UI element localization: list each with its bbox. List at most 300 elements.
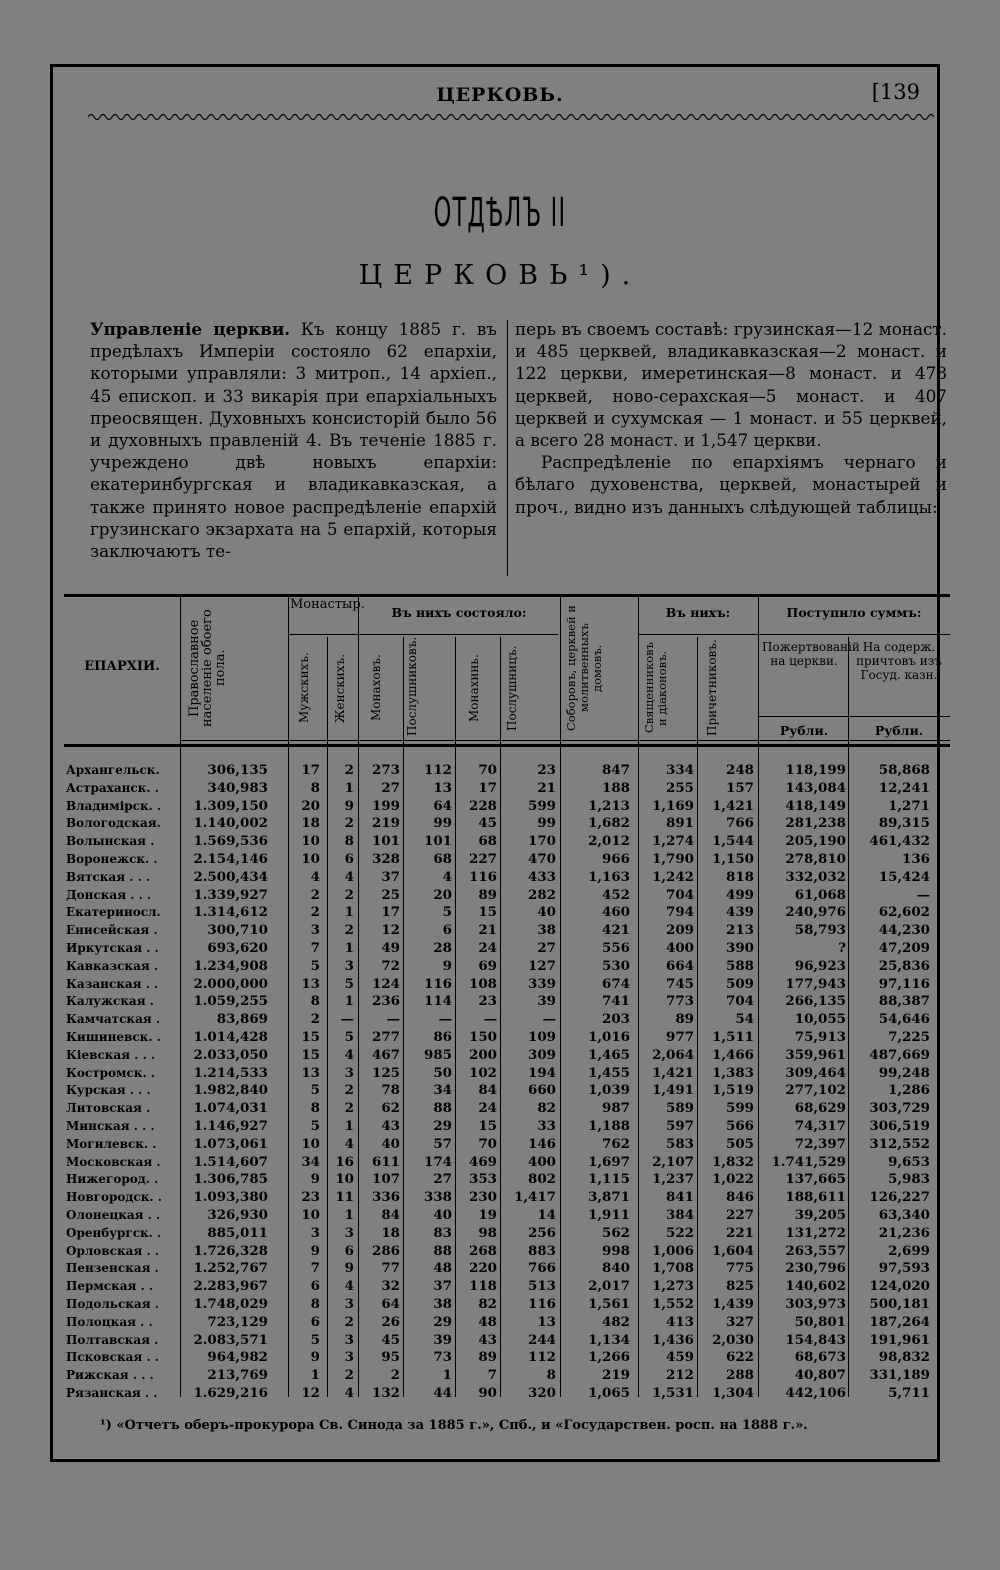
table-cell: 126,227 [869, 1189, 930, 1206]
table-cell: 359,961 [785, 1046, 846, 1063]
table-cell: 1,022 [712, 1171, 754, 1188]
table-cell: 1.569,536 [193, 833, 268, 850]
table-cell: 400 [666, 940, 694, 956]
table-cell: 846 [726, 1189, 754, 1206]
right-para-2: Распредѣленіе по епархіямъ чернаго и бѣлаго духовенства, церквей, монастырей и проч., видно изъ данныхъ слѣдующей таблицы: [515, 452, 947, 517]
table-cell: 83,869 [216, 1011, 268, 1028]
table-cell: 2 [390, 1367, 400, 1384]
table-cell: 998 [602, 1242, 630, 1259]
table-cell: 97,593 [878, 1260, 930, 1277]
table-cell: 61,068 [794, 886, 846, 903]
table-cell: 745 [666, 975, 694, 992]
table-cell: 84 [381, 1207, 400, 1223]
table-cell: 7 [487, 1367, 497, 1384]
table-cell: 664 [666, 957, 694, 974]
table-cell: 78 [381, 1082, 400, 1099]
table-cell: 1.748,029 [193, 1296, 268, 1312]
table-cell: — [438, 1011, 452, 1028]
table-cell: 418,149 [785, 797, 846, 814]
running-header [0, 18, 1000, 106]
table-cell: 96,923 [794, 957, 846, 974]
hdr-population: Православное населеніе обоего пола. [187, 609, 228, 727]
table-cell: 1 [344, 1207, 354, 1223]
eparchy-name: Полтавская . [66, 1332, 159, 1347]
table-cell: 818 [726, 868, 754, 885]
hdr-nuns: Монахинь. [467, 654, 481, 722]
table-cell: 20 [433, 886, 452, 903]
table-cell: 1,561 [588, 1296, 630, 1312]
table-row [0, 833, 934, 850]
table-cell: 5 [344, 975, 354, 992]
table-cell: 34 [433, 1082, 452, 1099]
table-cell: 883 [528, 1242, 556, 1259]
table-cell: 1,286 [888, 1082, 930, 1099]
table-cell: 1,682 [588, 815, 630, 832]
table-cell: 8 [310, 1296, 320, 1312]
table-cell: 2 [310, 904, 320, 921]
table-cell: 4 [344, 1385, 354, 1401]
table-cell: 47,209 [878, 940, 930, 956]
table-row [0, 904, 934, 921]
table-cell: 43 [478, 1331, 497, 1348]
hline [180, 740, 950, 741]
table-row [0, 869, 934, 886]
hdr-rubles-2: Рубли. [874, 723, 924, 738]
table-cell: 8 [546, 1367, 556, 1384]
table-cell: 205,190 [785, 833, 846, 850]
right-para-1: перь въ своемъ составѣ: грузинская—12 монаст. и 485 церквей, владикавказская—2 монаст. и 122 церкви, имеретинская—8 монаст. и 478 церквей, ново-серахская—5 монаст. и 407 церквей и сухумская — 1 монаст. и 55 церквей, а всего 28 монаст. и 1,547 церкви. [515, 319, 947, 451]
hdr-female: Женскихъ. [333, 653, 347, 723]
table-row [0, 976, 934, 993]
table-cell: 1,911 [588, 1207, 630, 1223]
table-cell: 766 [528, 1260, 556, 1277]
table-cell: 847 [602, 762, 630, 778]
table-cell: 1,790 [652, 851, 694, 867]
table-cell: 1.140,002 [193, 815, 268, 832]
table-cell: 116 [424, 975, 452, 992]
table-cell: 2 [344, 762, 354, 778]
eparchy-name: Полоцкая . . [66, 1314, 153, 1329]
table-row [0, 1314, 934, 1331]
table-cell: 124 [372, 975, 400, 992]
hline [638, 634, 758, 635]
table-row [0, 1349, 934, 1366]
table-cell: 8 [344, 833, 354, 850]
table-cell: 4 [344, 1135, 354, 1152]
table-cell: 188,611 [785, 1189, 846, 1206]
table-top-rule [64, 594, 950, 597]
table-cell: 68 [478, 833, 497, 850]
table-cell: 309 [528, 1046, 556, 1063]
table-cell: 1.234,908 [193, 957, 268, 974]
table-cell: 77 [381, 1260, 400, 1277]
table-cell: 24 [478, 940, 497, 956]
table-cell: 64 [433, 797, 452, 814]
table-cell: 82 [537, 1100, 556, 1117]
table-cell: 27 [381, 779, 400, 796]
table-cell: 40 [537, 904, 556, 921]
table-cell: 34 [301, 1153, 320, 1170]
table-cell: 88 [433, 1100, 452, 1117]
table-row [0, 940, 934, 957]
hline [758, 634, 950, 635]
table-cell: 146 [528, 1135, 556, 1152]
footnote: ¹) «Отчетъ оберъ-прокурора Св. Синода за 1885 г.», Спб., и «Государствен. росп. на 1888 г.». [100, 1418, 808, 1433]
table-cell: 28 [433, 940, 452, 956]
table-cell: 1,511 [712, 1029, 754, 1045]
hline [358, 634, 558, 635]
table-cell: 2.500,434 [193, 868, 268, 885]
table-cell: 1.093,380 [193, 1189, 268, 1206]
table-cell: 17 [301, 762, 320, 778]
eparchy-name: Воронежск. . [66, 852, 158, 866]
table-cell: 562 [602, 1224, 630, 1241]
table-cell: 68,673 [794, 1349, 846, 1366]
table-cell: 460 [602, 904, 630, 921]
table-cell: 132 [372, 1385, 400, 1401]
table-cell: 5 [442, 904, 452, 921]
table-cell: 10 [301, 833, 320, 850]
table-cell: 49 [381, 940, 400, 956]
table-cell: 21 [478, 922, 497, 939]
table-cell: 2.000,000 [193, 975, 268, 992]
table-cell: 340,983 [207, 779, 268, 796]
table-cell: 72 [381, 957, 400, 974]
table-cell: 244 [528, 1331, 556, 1348]
table-cell: 14 [537, 1207, 556, 1223]
table-cell: 390 [726, 940, 754, 956]
eparchy-name: Кавказская . [66, 958, 159, 973]
table-cell: 2,012 [588, 833, 630, 850]
table-cell: 413 [666, 1313, 694, 1330]
table-cell: 2,064 [652, 1046, 694, 1063]
table-cell: 5 [344, 1029, 354, 1045]
table-cell: 487,669 [869, 1046, 930, 1063]
wavy-rule [88, 112, 934, 122]
table-cell: 306,519 [869, 1118, 930, 1134]
hdr-male: Мужскихъ. [297, 652, 311, 724]
table-cell: 19 [478, 1207, 497, 1223]
table-cell: 194 [528, 1064, 556, 1081]
table-cell: 116 [528, 1296, 556, 1312]
hdr-eparchy: ЕПАРХІИ. [84, 659, 160, 674]
table-cell: 583 [666, 1135, 694, 1152]
table-cell: 23 [537, 762, 556, 778]
table-cell: 213 [726, 922, 754, 939]
table-cell: 2 [344, 1082, 354, 1099]
table-cell: — [340, 1011, 354, 1028]
table-cell: — [542, 1011, 556, 1028]
table-cell: 1,273 [652, 1278, 694, 1295]
table-cell: 1,465 [588, 1046, 630, 1063]
table-cell: 1 [442, 1367, 452, 1384]
table-cell: — [916, 886, 930, 903]
table-cell: 327 [726, 1313, 754, 1330]
table-cell: 6 [344, 851, 354, 867]
table-cell: 44 [433, 1385, 452, 1401]
table-cell: 6 [310, 1313, 320, 1330]
eparchy-name: Вологодская. [66, 816, 161, 831]
table-cell: 964,982 [207, 1349, 268, 1366]
table-cell: 1,544 [712, 833, 754, 850]
table-cell: 1.252,767 [193, 1260, 268, 1277]
table-cell: 21 [537, 779, 556, 796]
eparchy-name: Новгородск. . [66, 1190, 162, 1205]
table-cell: 10 [301, 1207, 320, 1223]
table-cell: 762 [602, 1135, 630, 1152]
table-cell: 1,708 [652, 1260, 694, 1277]
table-row [0, 762, 934, 779]
eparchy-name: Рязанская . . [66, 1386, 158, 1400]
table-cell: 1,531 [652, 1385, 694, 1401]
table-cell: 400 [528, 1153, 556, 1170]
table-cell: 1,491 [652, 1082, 694, 1099]
table-cell: 8 [310, 1100, 320, 1117]
table-cell: 2.083,571 [193, 1331, 268, 1348]
table-cell: 1,266 [588, 1349, 630, 1366]
table-cell: 16 [335, 1153, 354, 1170]
table-cell: 1,016 [588, 1029, 630, 1045]
table-cell: 157 [726, 779, 754, 796]
table-cell: 200 [469, 1046, 497, 1063]
table-cell: 660 [528, 1082, 556, 1099]
running-title: ЦЕРКОВЬ. [436, 84, 564, 106]
table-cell: 2 [344, 1367, 354, 1384]
eparchy-name: Вятская . . . [66, 869, 151, 884]
table-cell: 17 [381, 904, 400, 921]
table-cell: 263,557 [785, 1242, 846, 1259]
table-cell: 825 [726, 1278, 754, 1295]
table-cell: 459 [666, 1349, 694, 1366]
table-cell: 1.146,927 [193, 1118, 268, 1134]
hdr-clerks: Причетниковъ. [705, 639, 719, 736]
eparchy-name: Московская . [66, 1154, 161, 1169]
table-cell: 442,106 [785, 1385, 846, 1401]
table-cell: 25,836 [878, 957, 930, 974]
eparchy-name: Минская . . . [66, 1119, 155, 1133]
table-row [0, 887, 934, 904]
table-cell: 3 [344, 1331, 354, 1348]
table-cell: 339 [528, 975, 556, 992]
table-cell: 199 [372, 797, 400, 814]
table-cell: 439 [726, 904, 754, 921]
table-cell: 4 [344, 868, 354, 885]
eparchy-name: Владимірск. . [66, 798, 162, 813]
table-cell: 566 [726, 1118, 754, 1134]
table-row [0, 1047, 934, 1064]
table-cell: 220 [469, 1260, 497, 1277]
table-cell: 1.014,428 [193, 1029, 268, 1045]
hdr-donations: Пожертвованій на церкви. [762, 640, 860, 668]
table-cell: 1.741,529 [771, 1153, 846, 1170]
table-cell: 966 [602, 851, 630, 867]
table-cell: 277 [372, 1029, 400, 1045]
table-cell: 82 [478, 1296, 497, 1312]
table-cell: 1,134 [588, 1331, 630, 1348]
table-cell: 1,417 [514, 1189, 556, 1206]
column-separator [507, 320, 508, 576]
table-cell: 7 [310, 940, 320, 956]
table-cell: 336 [372, 1189, 400, 1206]
eparchy-name: Оренбургск. . [66, 1225, 162, 1240]
table-cell: 1.314,612 [193, 904, 268, 921]
hdr-rubles-1: Рубли. [779, 723, 829, 738]
table-cell: 1.514,607 [193, 1153, 268, 1170]
table-cell: 3 [344, 1296, 354, 1312]
table-cell: 45 [381, 1331, 400, 1348]
table-cell: 513 [528, 1278, 556, 1295]
table-cell: 1,169 [652, 797, 694, 814]
table-cell: 4 [442, 868, 452, 885]
table-cell: 1,242 [652, 868, 694, 885]
table-row [0, 1136, 934, 1153]
hdr-consisted: Въ нихъ состояло: [391, 605, 527, 620]
table-cell: 213,769 [207, 1367, 268, 1384]
table-cell: 18 [381, 1224, 400, 1241]
table-cell: 704 [666, 886, 694, 903]
hdr-novices-m: Послушниковъ. [405, 636, 419, 736]
table-cell: 13 [301, 1064, 320, 1081]
table-cell: 278,810 [785, 851, 846, 867]
table-cell: 5 [310, 1082, 320, 1099]
table-cell: 5 [310, 957, 320, 974]
eparchy-name: Пензенская . [66, 1261, 159, 1276]
table-cell: 1,439 [712, 1296, 754, 1312]
table-cell: 3 [344, 1224, 354, 1241]
table-cell: 599 [726, 1100, 754, 1117]
table-cell: 300,710 [207, 922, 268, 939]
table-cell: 118,199 [785, 762, 846, 778]
table-cell: 2 [344, 815, 354, 832]
eparchy-name: Рижская . . . [66, 1368, 154, 1383]
table-row [0, 1278, 934, 1295]
table-cell: 303,729 [869, 1100, 930, 1117]
table-cell: 1,697 [588, 1153, 630, 1170]
table-cell: 977 [666, 1029, 694, 1045]
table-cell: 985 [424, 1046, 452, 1063]
table-cell: 98,832 [878, 1349, 930, 1366]
hdr-churches: Соборовъ, церквей и молитвенныхъ домовъ. [564, 605, 604, 731]
table-cell: 70 [478, 1135, 497, 1152]
table-cell: 70 [478, 762, 497, 778]
eparchy-name: Подольская . [66, 1297, 159, 1311]
table-cell: 109 [528, 1029, 556, 1045]
table-cell: 227 [469, 851, 497, 867]
table-cell: 1.726,328 [193, 1242, 268, 1259]
table-cell: 1,274 [652, 833, 694, 850]
table-cell: 58,868 [878, 762, 930, 778]
table-cell: 891 [666, 815, 694, 832]
table-cell: 101 [372, 833, 400, 850]
table-cell: 99,248 [878, 1064, 930, 1081]
table-cell: 13 [301, 975, 320, 992]
table-cell: 2.283,967 [193, 1278, 268, 1295]
table-cell: 1.629,216 [193, 1385, 268, 1401]
table-cell: 203 [602, 1011, 630, 1028]
table-cell: 9 [310, 1242, 320, 1259]
table-cell: 89 [675, 1011, 694, 1028]
table-cell: 62,602 [878, 904, 930, 921]
table-cell: 556 [602, 940, 630, 956]
eparchy-name: Казанская . . [66, 976, 159, 991]
table-row [0, 1207, 934, 1224]
eparchy-name: Енисейская . [66, 923, 158, 938]
table-cell: 2.154,146 [193, 851, 268, 867]
table-cell: 72,397 [794, 1135, 846, 1152]
table-cell: 9 [344, 1260, 354, 1277]
table-cell: 48 [478, 1313, 497, 1330]
table-cell: 54,646 [878, 1011, 930, 1028]
table-cell: 69 [478, 957, 497, 974]
table-cell: 802 [528, 1171, 556, 1188]
table-cell: 50,801 [794, 1313, 846, 1330]
table-cell: 75,913 [794, 1029, 846, 1045]
table-cell: 13 [433, 779, 452, 796]
table-cell: 5 [310, 1331, 320, 1348]
table-cell: 1,519 [712, 1082, 754, 1099]
table-cell: 1 [344, 1118, 354, 1134]
table-cell: 27 [433, 1171, 452, 1188]
table-cell: 95 [381, 1349, 400, 1366]
table-cell: 469 [469, 1153, 497, 1170]
table-cell: 68 [433, 851, 452, 867]
eparchy-name: Архангельск. [66, 763, 160, 777]
table-cell: 40,807 [794, 1367, 846, 1384]
table-cell: 108 [469, 975, 497, 992]
table-cell: 17 [478, 779, 497, 796]
table-cell: 27 [537, 940, 556, 956]
table-cell: 2,017 [588, 1278, 630, 1295]
table-cell: 74,317 [794, 1118, 846, 1134]
table-cell: 1 [344, 993, 354, 1010]
table-cell: 841 [666, 1189, 694, 1206]
table-cell: 26 [381, 1313, 400, 1330]
table-cell: 1 [344, 904, 354, 921]
table-cell: 114 [424, 993, 452, 1010]
table-cell: 611 [372, 1153, 400, 1170]
table-cell: 116 [469, 868, 497, 885]
table-cell: 29 [433, 1118, 452, 1134]
table-cell: 221 [726, 1224, 754, 1241]
table-cell: 5 [310, 1118, 320, 1134]
table-cell: 187,264 [869, 1313, 930, 1330]
table-cell: 219 [602, 1367, 630, 1384]
header-bottom-rule [64, 744, 950, 747]
eparchy-name: Кіевская . . . [66, 1047, 156, 1062]
table-cell: 1,304 [712, 1385, 754, 1401]
table-cell: 124,020 [869, 1278, 930, 1295]
table-cell: 1,271 [888, 797, 930, 814]
eparchy-name: Литовская . [66, 1101, 151, 1116]
table-cell: 288 [726, 1367, 754, 1384]
table-cell: 1,466 [712, 1046, 754, 1063]
table-cell: 24 [478, 1100, 497, 1117]
table-cell: 45 [478, 815, 497, 832]
table-cell: 64 [381, 1296, 400, 1312]
table-cell: 131,272 [785, 1224, 846, 1241]
table-cell: 1,552 [652, 1296, 694, 1312]
table-cell: 467 [372, 1046, 400, 1063]
table-cell: 328 [372, 851, 400, 867]
table-cell: 1 [344, 779, 354, 796]
table-cell: 4 [310, 868, 320, 885]
table-cell: — [483, 1011, 497, 1028]
table-cell: 256 [528, 1224, 556, 1241]
table-cell: 86 [433, 1029, 452, 1045]
eparchy-name: Пермская . . [66, 1279, 154, 1294]
hdr-received: Поступило суммъ: [786, 605, 922, 620]
table-cell: 530 [602, 957, 630, 974]
